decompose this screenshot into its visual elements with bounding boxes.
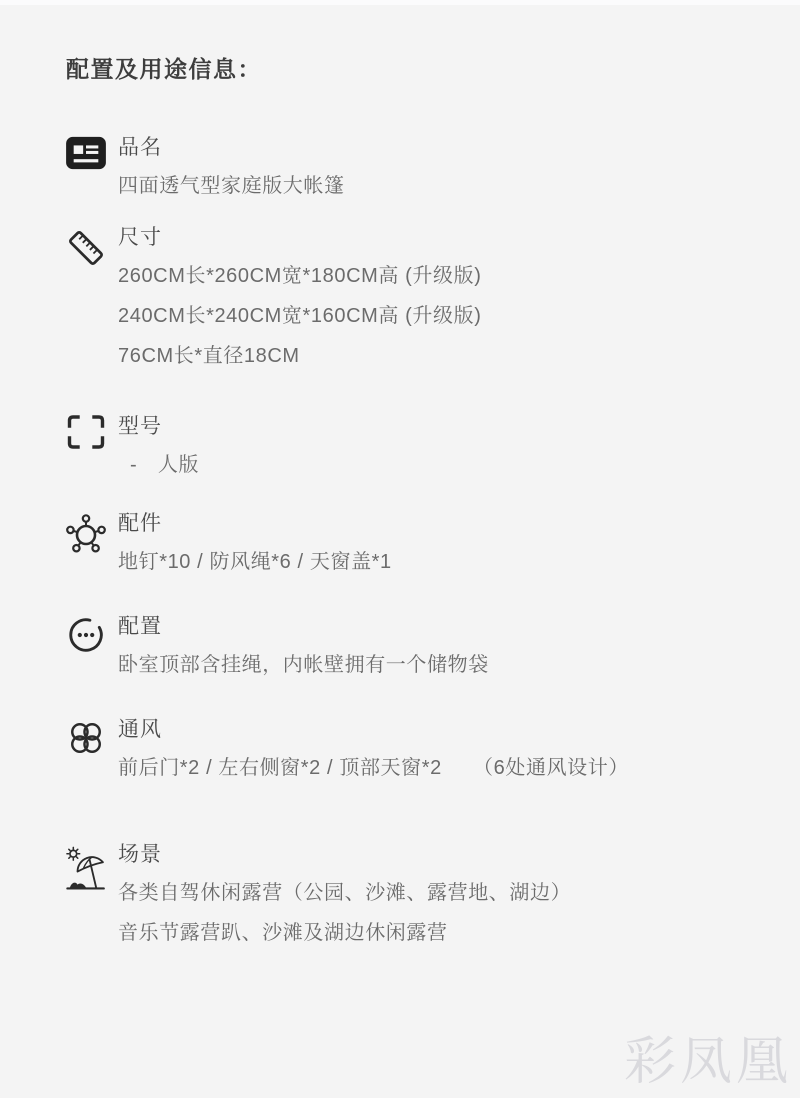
section-model (64, 414, 760, 478)
product-name-value: 四面透气型家庭版大帐篷 (118, 175, 345, 197)
dimension-line: 260CM长*260CM宽*180CM高 (升级版) (118, 265, 482, 287)
section-dimensions (64, 225, 760, 369)
ventilation-value: 前后门*2 / 左右侧窗*2 / 顶部天窗*2 （6处通风设计） (118, 757, 629, 779)
section-accessories (64, 511, 760, 575)
configuration-value: 卧室顶部含挂绳，内帐壁拥有一个储物袋 (118, 654, 489, 676)
section-label: 配置 (118, 615, 162, 638)
page-title: 配置及用途信息： (66, 56, 262, 82)
section-configuration (64, 614, 760, 678)
dimension-line: 76CM长*直径18CM (118, 345, 300, 367)
ruler-icon (64, 225, 108, 271)
section-label: 型号 (118, 415, 162, 438)
scene-line: 各类自驾休闲露营（公园、沙滩、露营地、湖边） (118, 882, 572, 904)
ellipsis-circle-icon (65, 614, 107, 656)
section-product-name (64, 135, 760, 199)
beach-umbrella-icon (64, 842, 108, 896)
dimension-line: 240CM长*240CM宽*160CM高 (升级版) (118, 305, 482, 327)
model-value: - 人版 (130, 454, 200, 476)
section-label: 通风 (118, 718, 162, 741)
fan-icon (65, 717, 107, 759)
scene-line: 音乐节露营趴、沙滩及湖边休闲露营 (118, 922, 448, 944)
section-label: 尺寸 (118, 226, 162, 249)
hub-molecule-icon (64, 511, 108, 555)
section-label: 配件 (118, 512, 162, 535)
watermark: 彩凤凰 (623, 1032, 792, 1092)
section-ventilation (64, 717, 760, 781)
section-scenes (64, 842, 760, 946)
section-label: 品名 (118, 136, 162, 159)
top-strip (0, 0, 800, 5)
id-card-icon (65, 135, 107, 171)
section-label: 场景 (118, 843, 162, 866)
frame-corners-icon (66, 414, 106, 450)
accessories-value: 地钉*10 / 防风绳*6 / 天窗盖*1 (118, 551, 392, 573)
